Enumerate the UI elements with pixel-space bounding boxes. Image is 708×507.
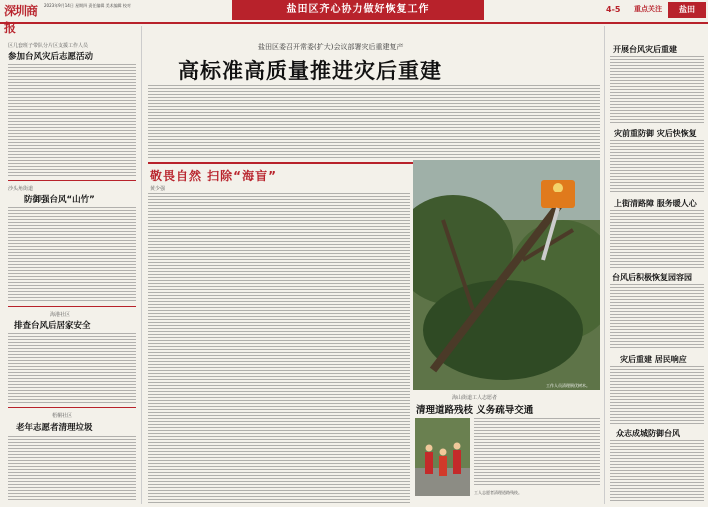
tree-caption: 工作人员清理倒伏树木。 [546,383,590,388]
tree-illustration [413,160,600,390]
left-s3-kicker: 海港社区 [50,312,71,318]
feature-body [148,193,410,503]
right-body-4 [610,284,704,348]
left-s4-headline: 老年志愿者清理垃圾 [16,423,93,433]
right-h4: 台风后积极恢复园容园 [612,273,692,282]
team-caption: 工人志愿者清理道路残枝。 [474,490,522,495]
left-s2-kicker: 沙头角街道 [8,186,34,192]
right-h5: 灾后重建 居民响应 [620,355,687,364]
divider [8,407,136,408]
publication-info: 2023年9月14日 星期四 责任编辑 美术编辑 校对 [44,3,131,8]
right-h1: 开展台风灾后重建 [613,45,677,54]
right-h2: 灾前重防御 灾后快恢复 [614,129,697,138]
lead-body [148,85,600,159]
left-s2-headline: 防御强台风“山竹” [24,195,95,205]
column-divider [604,26,605,504]
left-s3-body [8,333,136,403]
left-s4-body [8,436,136,502]
left-s1-headline: 参加台风灾后志愿活动 [8,52,94,62]
divider [8,306,136,307]
lead-kicker: 盐田区委召开常委(扩大)会议部署灾后重建复产 [258,43,404,51]
divider [8,180,136,181]
feature-byline: 黄少强 [150,186,166,192]
left-s3-headline: 排查台风后居家安全 [14,321,91,331]
right-body-2 [610,140,704,194]
right-h3: 上街清路障 服务暖人心 [614,199,697,208]
feature-headline: 敬畏自然 扫除“海盲” [150,169,277,183]
left-s1-body [8,64,136,176]
column-divider [141,26,142,504]
right-body-5 [610,366,704,424]
team-photo [415,418,470,496]
page-number: 4-5 [606,5,621,14]
left-s1-kicker: 区几套班子带队分片区支援工作人员 [8,43,89,49]
page-banner: 盐田区齐心协力做好恢复工作 [232,0,484,20]
right-h6: 众志成城防御台风 [616,429,680,438]
team-illustration [415,418,470,496]
photostory-kicker: 海山街道工人志愿者 [452,395,498,401]
section-label: 重点关注 [634,5,662,13]
lead-headline: 高标准高质量推进灾后重建 [178,59,442,83]
tree-photo [413,160,600,390]
newspaper-logo: 深圳商报 [4,4,38,35]
right-body-3 [610,210,704,268]
left-s2-body [8,207,136,303]
photostory-headline: 清理道路残枝 义务疏导交通 [416,405,534,416]
photostory-body [474,418,600,486]
brand-badge: 盐田 [668,2,706,18]
right-body-1 [610,56,704,124]
right-body-6 [610,440,704,502]
left-s4-kicker: 梧桐社区 [52,413,73,419]
